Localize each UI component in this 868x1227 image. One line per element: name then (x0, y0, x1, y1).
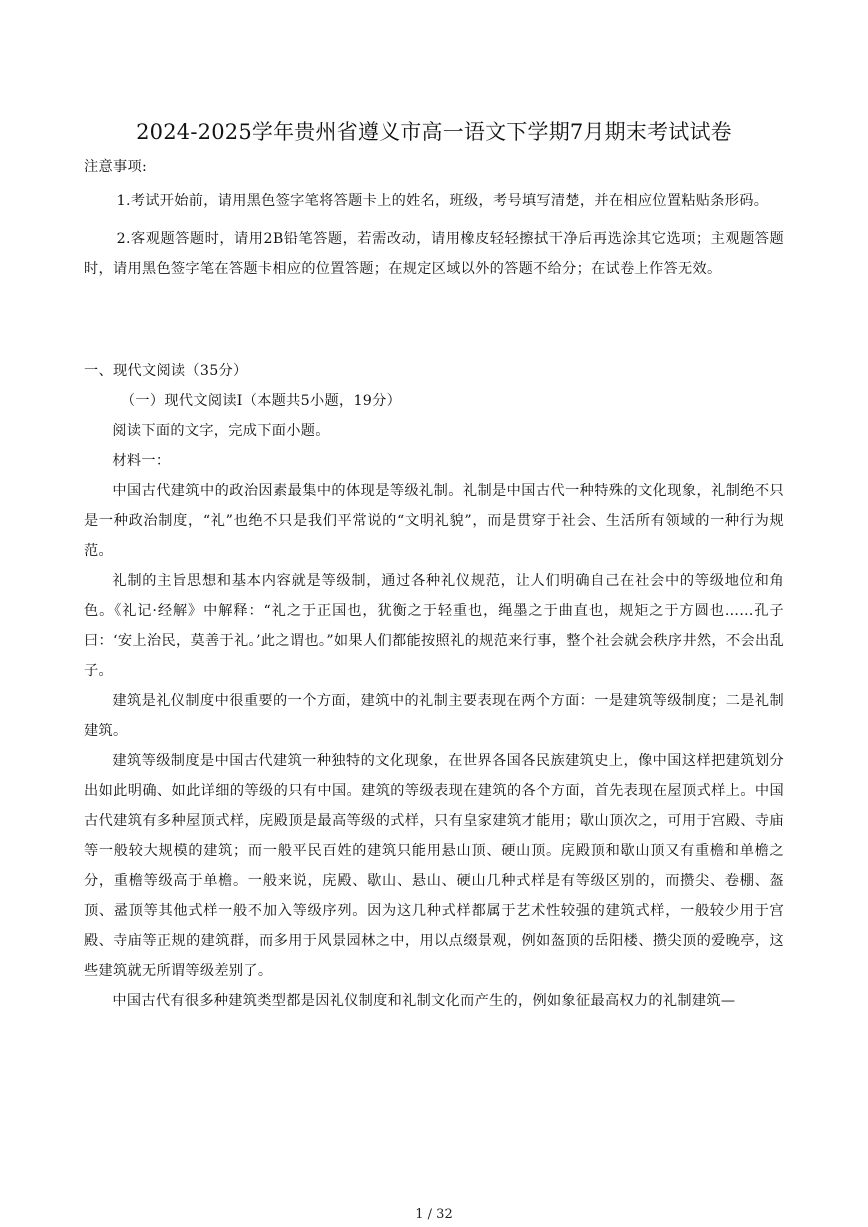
paragraph: 礼制的主旨思想和基本内容就是等级制，通过各种礼仪规范，让人们明确自己在社会中的等级地位和角色。《礼记·经解》中解释：“礼之于正国也，犹衡之于轻重也，绳墨之于曲直也，规矩之于方圆也……孔子曰：‘安上治民，莫善于礼。’此之谓也。”如果人们都能按照礼的规范来行事，整个社会就会秩序井然，不会出乱子。 (84, 573, 784, 679)
paragraph: 中国古代建筑中的政治因素最集中的体现是等级礼制。礼制是中国古代一种特殊的文化现象，礼制绝不只是一种政治制度，“礼”也绝不只是我们平常说的“文明礼貌”，而是贯穿于社会、生活所有领域的一种行为规范。 (84, 483, 784, 559)
notice-heading: 注意事项: (84, 159, 148, 175)
page-title: 2024-2025学年贵州省遵义市高一语文下学期7月期末考试试卷 (136, 120, 732, 144)
paragraph: 中国古代有很多种建筑类型都是因礼仪制度和礼制文化而产生的，例如象征最高权力的礼制建筑— (112, 993, 736, 1009)
instruction-text: 阅读下面的文字，完成下面小题。 (112, 423, 330, 439)
page-number: 1 / 32 (415, 1207, 453, 1222)
reading-section (84, 356, 784, 1016)
section-heading: 一、现代文阅读（35分） (84, 363, 248, 379)
material-label: 材料一： (112, 453, 171, 469)
note-item: 1.考试开始前，请用黑色签字笔将答题卡上的姓名，班级，考号填写清楚，并在相应位置粘贴条形码。 (116, 193, 769, 209)
paragraph: 建筑是礼仪制度中很重要的一个方面，建筑中的礼制主要表现在两个方面：一是建筑等级制度；二是礼制建筑。 (84, 693, 784, 739)
paragraph: 建筑等级制度是中国古代建筑一种独特的文化现象，在世界各国各民族建筑史上，像中国这样把建筑划分出如此明确、如此详细的等级的只有中国。建筑的等级表现在建筑的各个方面，首先表现在屋顶式样上。中国古代建筑有多种屋顶式样，庑殿顶是最高等级的式样，只有皇家建筑才能用；歇山顶次之，可用于宫殿、寺庙等一般较大规模的建筑；而一般平民百姓的建筑只能用悬山顶、硬山顶。庑殿顶和歇山顶又有重檐和单檐之分，重檐等级高于单檐。一般来说，庑殿、歇山、悬山、硬山几种式样是有等级区别的，而攒尖、卷棚、盔顶、盝顶等其他式样一般不加入等级序列。因为这几种式样都属于艺术性较强的建筑式样，一般较少用于宫殿、寺庙等正规的建筑群，而多用于风景园林之中，用以点缀景观，例如盔顶的岳阳楼、攒尖顶的爱晚亭，这些建筑就无所谓等级差别了。 (84, 753, 784, 979)
note-item: 2.客观题答题时，请用2B铅笔答题，若需改动，请用橡皮轻轻擦拭干净后再选涂其它选项；主观题答题时，请用黑色签字笔在答题卡相应的位置答题；在规定区域以外的答题不给分；在试卷上作答无效。 (84, 231, 784, 277)
notes-block (84, 186, 784, 292)
subsection-heading: （一）现代文阅读Ⅰ（本题共5小题，19分） (120, 393, 402, 409)
